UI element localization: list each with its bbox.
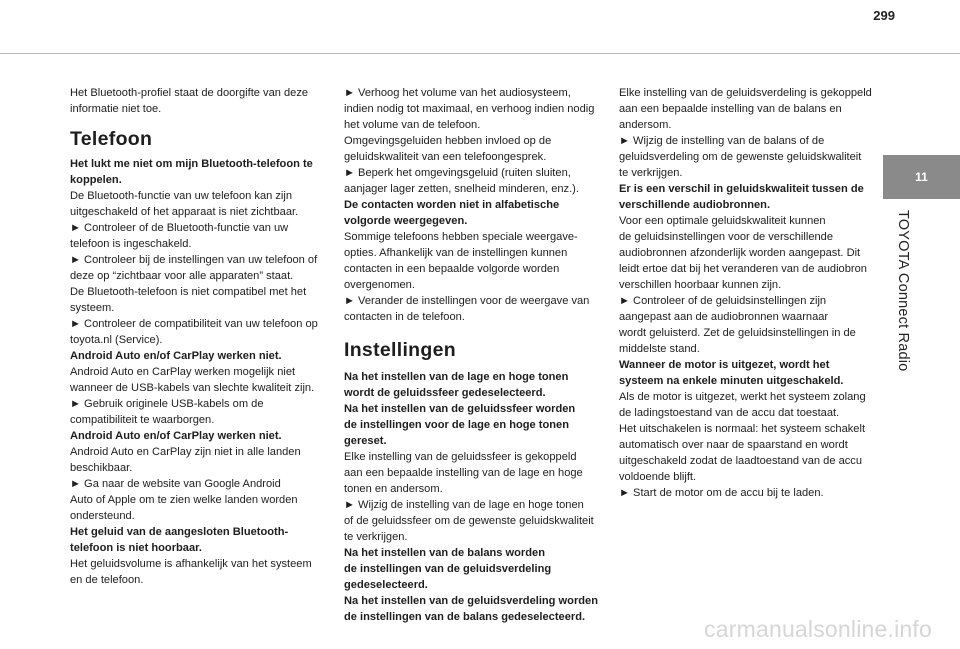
col3-question-2: [619, 357, 881, 389]
text-line: systeem.: [70, 302, 115, 314]
col2-paragraph-2: [344, 229, 606, 325]
text-line: geluidskwaliteit van een telefoongesprek.: [344, 151, 547, 163]
top-divider: [0, 53, 960, 54]
text-line: Android Auto en/of CarPlay werken niet.: [70, 350, 282, 362]
text-line: uitgeschakeld of het apparaat is niet zichtbaar.: [70, 206, 299, 218]
text-line: overgenomen.: [344, 279, 415, 291]
text-line: Na het instellen van de balans worden: [344, 547, 545, 559]
text-line: de instellingen van de balans gedeselecteerd.: [344, 611, 586, 623]
text-line: of de geluidssfeer om de gewenste geluidskwaliteit: [344, 515, 594, 527]
text-line: geluidsverdeling om de gewenste geluidskwaliteit: [619, 151, 862, 163]
text-line: indien nodig tot maximaal, en verhoog indien nodig: [344, 103, 595, 115]
text-line: ► Beperk het omgevingsgeluid (ruiten sluiten,: [344, 167, 571, 179]
text-line: opties. Afhankelijk van de instellingen kunnen: [344, 247, 568, 259]
text-line: aanjager lager zetten, snelheid minderen, enz.).: [344, 183, 579, 195]
text-line: koppelen.: [70, 174, 122, 186]
text-line: ► Controleer de compatibiliteit van uw telefoon op: [70, 318, 318, 330]
text-line: te verkrijgen.: [344, 531, 408, 543]
text-line: De contacten worden niet in alfabetische: [344, 199, 560, 211]
text-line: uitgeschakeld zodat de laadtoestand van de accu: [619, 455, 863, 467]
text-line: audiobronnen afzonderlijk worden aangepast. Dit: [619, 247, 861, 259]
col1-question-1: [70, 156, 332, 188]
text-line: de geluidsinstellingen voor de verschillende: [619, 231, 833, 243]
text-line: de instellingen van de geluidsverdeling: [344, 563, 552, 575]
text-line: ► Controleer bij de instellingen van uw telefoon of: [70, 254, 318, 266]
text-line: deze op “zichtbaar voor alle apparaten” staat.: [70, 270, 294, 282]
text-line: te verkrijgen.: [619, 167, 683, 179]
text-line: beschikbaar.: [70, 462, 133, 474]
text-line: ► Gebruik originele USB-kabels om de: [70, 398, 264, 410]
text-line: wanneer de USB-kabels van slechte kwaliteit zijn.: [70, 382, 315, 394]
text-line: Auto of Apple om te zien welke landen worden: [70, 494, 298, 506]
text-line: Voor een optimale geluidskwaliteit kunnen: [619, 215, 826, 227]
text-line: Er is een verschil in geluidskwaliteit tussen de: [619, 183, 864, 195]
text-line: Sommige telefoons hebben speciale weergave-: [344, 231, 578, 243]
chapter-side-title: [883, 210, 919, 450]
column-2: [344, 85, 606, 625]
column-3: [619, 85, 881, 501]
text-line: leidt ertoe dat bij het veranderen van de audiobron: [619, 263, 867, 275]
text-line: ► Wijzig de instelling van de lage en hoge tonen: [344, 499, 584, 511]
col1-intro: [70, 85, 332, 117]
text-line: systeem na enkele minuten uitgeschakeld.: [619, 375, 844, 387]
text-line: voldoende blijft.: [619, 471, 697, 483]
text-line: Na het instellen van de geluidssfeer worden: [344, 403, 576, 415]
text-line: ► Wijzig de instelling van de balans of de: [619, 135, 825, 147]
text-line: gedeselecteerd.: [344, 579, 428, 591]
col1-paragraph-3: [70, 444, 332, 524]
text-line: Android Auto en/of CarPlay werken niet.: [70, 430, 282, 442]
text-line: Na het instellen van de lage en hoge tonen: [344, 371, 569, 383]
text-line: wordt de geluidssfeer gedeselecteerd.: [344, 387, 546, 399]
col1-question-3: [70, 428, 332, 444]
text-line: Elke instelling van de geluidsverdeling is gekoppeld: [619, 87, 872, 99]
heading-instellingen: Instellingen: [344, 339, 456, 361]
text-line: andersom.: [619, 119, 672, 131]
text-line: wordt geluisterd. Zet de geluidsinstellingen in de: [619, 327, 856, 339]
text-line: De Bluetooth-telefoon is niet compatibel met het: [70, 286, 307, 298]
text-line: en de telefoon.: [70, 574, 144, 586]
text-line: Het Bluetooth-profiel staat de doorgifte van deze: [70, 87, 309, 99]
col3-paragraph-2: [619, 213, 881, 357]
text-line: Het uitschakelen is normaal: het systeem schakelt: [619, 423, 866, 435]
text-line: gereset.: [344, 435, 387, 447]
chapter-tab-number: 11: [915, 170, 928, 184]
page-number: 299: [873, 8, 895, 23]
text-line: de ladingstoestand van de accu dat toestaat.: [619, 407, 840, 419]
col1-paragraph-1: [70, 188, 332, 348]
text-line: aan een bepaalde instelling van de lage en hoge: [344, 467, 583, 479]
text-line: ► Start de motor om de accu bij te laden.: [619, 487, 824, 499]
col2-question-3: [344, 545, 606, 625]
text-line: telefoon is niet hoorbaar.: [70, 542, 202, 554]
heading-telefoon: Telefoon: [70, 128, 153, 150]
col2-question-2: [344, 369, 606, 449]
text-line: de instellingen voor de lage en hoge tonen: [344, 419, 569, 431]
col1-question-4: [70, 524, 332, 556]
col3-paragraph-3: [619, 389, 881, 501]
text-line: Wanneer de motor is uitgezet, wordt het: [619, 359, 830, 371]
text-line: telefoon is ingeschakeld.: [70, 238, 192, 250]
text-line: ondersteund.: [70, 510, 135, 522]
chapter-side-title-text: TOYOTA Connect Radio: [895, 210, 911, 372]
text-line: ► Controleer of de Bluetooth-functie van uw: [70, 222, 289, 234]
text-line: compatibiliteit te waarborgen.: [70, 414, 215, 426]
text-line: verschillen hoorbaar kunnen zijn.: [619, 279, 782, 291]
text-line: Het lukt me niet om mijn Bluetooth-telefoon te: [70, 158, 313, 170]
text-line: volgorde weergegeven.: [344, 215, 468, 227]
text-line: De Bluetooth-functie van uw telefoon kan zijn: [70, 190, 293, 202]
col1-paragraph-2: [70, 364, 332, 428]
text-line: toyota.nl (Service).: [70, 334, 163, 346]
col2-paragraph-3: [344, 449, 606, 545]
text-line: Android Auto en CarPlay werken mogelijk niet: [70, 366, 296, 378]
text-line: automatisch over naar de spaarstand en wordt: [619, 439, 848, 451]
text-line: ► Verhoog het volume van het audiosysteem,: [344, 87, 571, 99]
text-line: middelste stand.: [619, 343, 700, 355]
text-line: contacten in de telefoon.: [344, 311, 465, 323]
text-line: Als de motor is uitgezet, werkt het systeem zolang: [619, 391, 866, 403]
col3-paragraph-1: [619, 85, 881, 181]
chapter-tab: [883, 155, 960, 199]
text-line: Android Auto en CarPlay zijn niet in alle landen: [70, 446, 301, 458]
text-line: aan een bepaalde instelling van de balans en: [619, 103, 842, 115]
text-line: verschillende audiobronnen.: [619, 199, 771, 211]
text-line: Omgevingsgeluiden hebben invloed op de: [344, 135, 552, 147]
text-line: tonen en andersom.: [344, 483, 443, 495]
text-line: Het geluidsvolume is afhankelijk van het systeem: [70, 558, 312, 570]
text-line: ► Controleer of de geluidsinstellingen zijn: [619, 295, 827, 307]
col2-paragraph-1: [344, 85, 606, 197]
text-line: Na het instellen van de geluidsverdeling worden: [344, 595, 598, 607]
text-line: het volume van de telefoon.: [344, 119, 481, 131]
column-1: [70, 85, 332, 588]
col2-question-1: [344, 197, 606, 229]
text-line: ► Ga naar de website van Google Android: [70, 478, 281, 490]
text-line: ► Verander de instellingen voor de weergave van: [344, 295, 590, 307]
text-line: Het geluid van de aangesloten Bluetooth-: [70, 526, 289, 538]
text-line: Elke instelling van de geluidssfeer is gekoppeld: [344, 451, 577, 463]
watermark: carmanualsonline.info: [704, 616, 932, 642]
text-line: aangepast aan de audiobronnen waarnaar: [619, 311, 829, 323]
col3-question-1: [619, 181, 881, 213]
text-line: informatie niet toe.: [70, 103, 162, 115]
text-line: contacten in een bepaalde volgorde worden: [344, 263, 560, 275]
col1-paragraph-4: [70, 556, 332, 588]
col1-question-2: [70, 348, 332, 364]
